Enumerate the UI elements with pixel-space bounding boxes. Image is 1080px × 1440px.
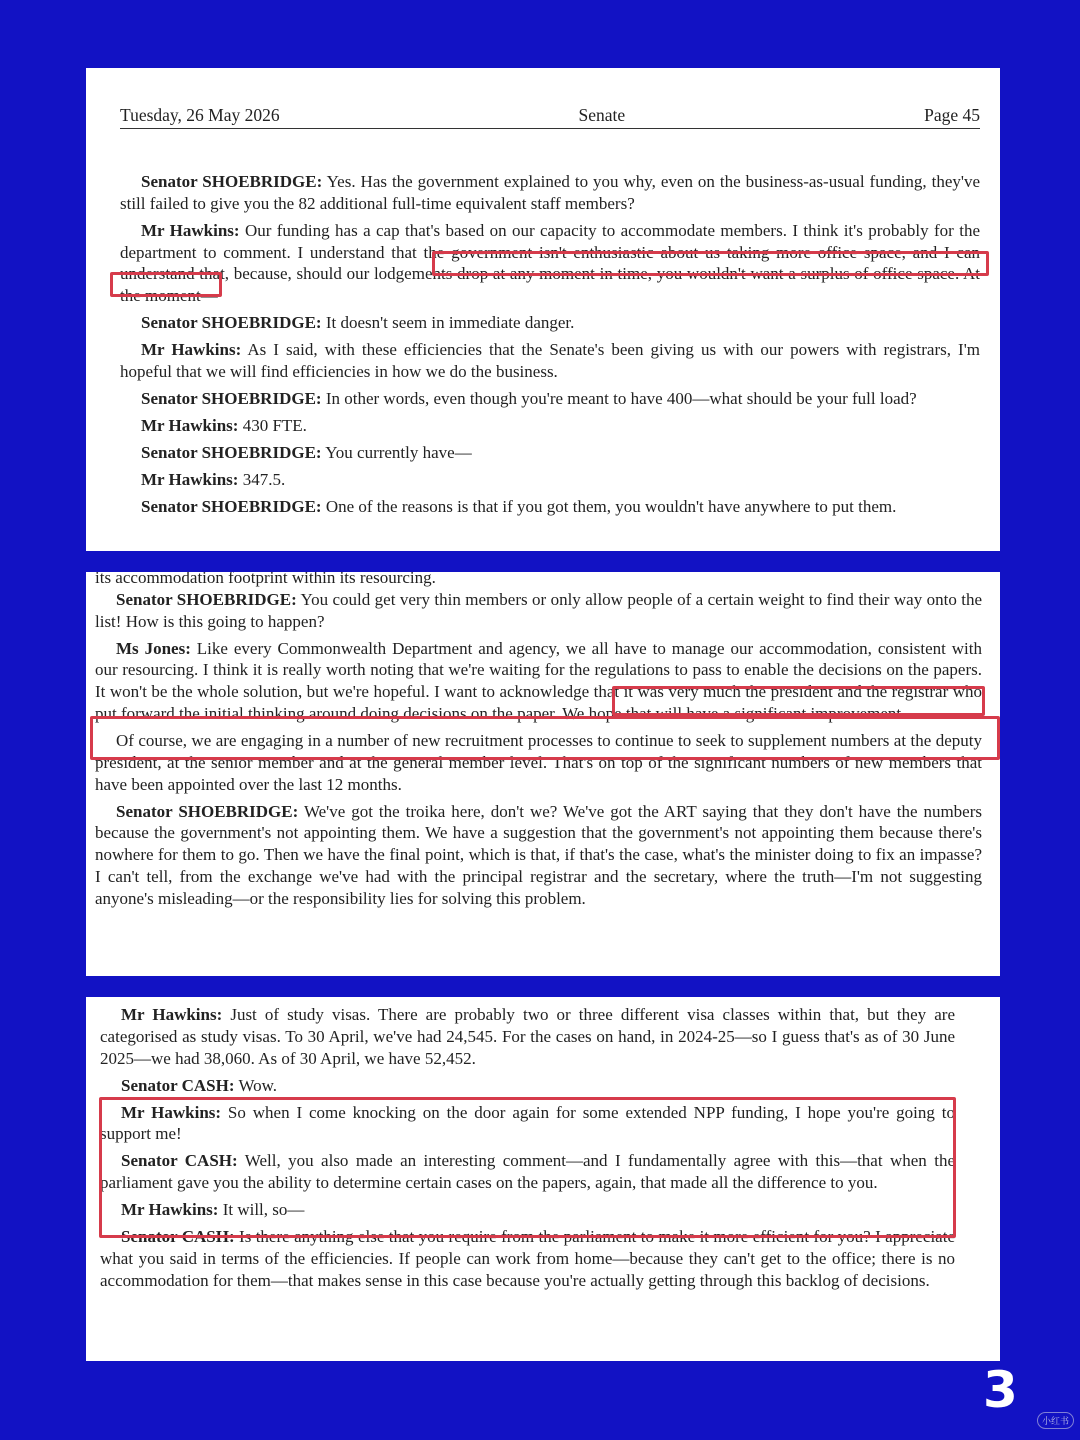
speech-text: Like every Commonwealth Department and agency, we all have to manage our accommodation, consistent with our resourcing. I think it is really worth noting that we're waiting for the regulations to pass to enable the decisions on the papers. It won't be the whole solution, but we're hopeful. I want to acknowledge that it was very much the president and the registrar who put forward the initial thinking around doing decisions on the paper. We hope that will have a significant improvement. [95, 638, 982, 723]
speaker-name: Ms Jones: [116, 638, 191, 658]
highlight-box [110, 272, 222, 297]
paragraph [100, 1004, 955, 1069]
speaker-name: Mr Hawkins: [121, 1005, 223, 1024]
transcript-panel-2 [86, 572, 1000, 976]
speaker-name: Mr Hawkins: [141, 340, 242, 360]
paragraph [95, 801, 982, 910]
header-chamber: Senate [578, 105, 626, 125]
transcript-panel-1 [86, 68, 1000, 551]
speech-text: Our funding has a cap that's based on our capacity to accommodate members. I think it's probably for the department to comment. I understand that the government isn't enthusiastic about us taking more office space, and I can understand that, because, should our lodgements drop at any moment in time, you wouldn't want a surplus of office space. At the moment— [120, 220, 980, 306]
paragraph [120, 496, 980, 518]
speaker-name: Senator SHOEBRIDGE: [141, 496, 322, 516]
page-header [120, 105, 980, 129]
paragraph [100, 1075, 955, 1097]
speaker-name: Senator SHOEBRIDGE: [141, 172, 323, 191]
speech-text: Well, you also made an interesting comment—and I fundamentally agree with this—that when the parliament gave you the ability to determine certain cases on the papers, again, that made all the difference to you. [100, 1151, 955, 1193]
speaker-name: Senator CASH: [121, 1075, 235, 1095]
highlight-box [90, 716, 1000, 760]
paragraph [120, 171, 980, 215]
highlight-box [432, 251, 989, 276]
header-page: Page 45 [924, 105, 980, 125]
speech-text: As I said, with these efficiencies that the Senate's been giving us with our powers with registrars, I'm hopeful that we will find efficiencies in how we do the business. [120, 340, 980, 381]
speaker-name: Senator SHOEBRIDGE: [141, 442, 322, 462]
speech-text: In other words, even though you're meant to have 400—what should be your full load? [321, 388, 917, 408]
speaker-name: Senator SHOEBRIDGE: [141, 388, 322, 408]
speaker-name: Senator SHOEBRIDGE: [116, 589, 297, 609]
header-date: Tuesday, 26 May 2026 [120, 105, 280, 125]
speaker-name: Mr Hawkins: [141, 220, 240, 240]
speech-text: You could get very thin members or only allow people of a certain weight to find their way onto the list! How is this going to happen? [95, 589, 982, 631]
speech-text: Of course, we are engaging in a number of new recruitment processes to continue to seek to supplement numbers at the deputy president, at the senior member and at the general member level. That's on top of the significant numbers of new members that have been appointed over the last 12 months. [95, 730, 982, 794]
highlight-box [612, 686, 985, 716]
speech-text: 430 FTE. [238, 415, 307, 435]
highlight-box [99, 1097, 956, 1238]
speech-text: So when I come knocking on the door again for some extended NPP funding, I hope you're going to support me! [100, 1102, 955, 1144]
speech-text: Is there anything else that you require from the parliament to make it more efficient for you? I appreciate what you said in terms of the efficiencies. If people can work from home—because they can't get to the office; there is no accommodation for them—that makes sense in this case because you're actually getting through this backlog of decisions. [100, 1227, 955, 1290]
speech-text: Just of study visas. There are probably two or three different visa classes within that, but they are categorised as study visas. To 30 April, we've had 24,545. For the cases on hand, in 2024-25—so I guess that's as of 30 June 2025—we had 38,060. As of 30 April, we have 52,452. [100, 1005, 955, 1068]
speech-text: One of the reasons is that if you got them, you wouldn't have anywhere to put them. [321, 496, 897, 516]
panel-1-body [120, 171, 980, 518]
speech-text: Wow. [234, 1075, 278, 1095]
speech-text: Yes. Has the government explained to you why, even on the business-as-usual funding, they've still failed to give you the 82 additional full-time equivalent staff members? [120, 172, 980, 213]
speech-text: We've got the troika here, don't we? We've got the ART saying that they don't have the numbers because the government's not appointing them. We have a suggestion that the government's not appointing them because there's nowhere for them to go. Then we have the final point, which is that, if that's the case, what's the minister doing to fix an impasse? I can't tell, from the exchange we've had with the principal registrar and the secretary, where the truth—I'm not suggesting anyone's misleading—or the responsibility lies for solving this problem. [95, 801, 982, 908]
paragraph [120, 388, 980, 410]
watermark-logo: 小红书 [1037, 1412, 1074, 1429]
paragraph [95, 589, 982, 633]
speaker-name: Senator CASH: [121, 1151, 238, 1171]
slide-number: 3 [983, 1361, 1018, 1419]
speaker-name: Senator SHOEBRIDGE: [116, 801, 299, 821]
speaker-name: Mr Hawkins: [121, 1102, 222, 1122]
paragraph [120, 415, 980, 437]
paragraph [120, 312, 980, 334]
paragraph [120, 339, 980, 383]
paragraph [120, 442, 980, 464]
speech-text: It doesn't seem in immediate danger. [321, 313, 575, 333]
speaker-name: Mr Hawkins: [141, 469, 239, 489]
speech-text: It will, so— [218, 1200, 305, 1220]
speaker-name: Senator SHOEBRIDGE: [141, 313, 322, 333]
speaker-name: Mr Hawkins: [121, 1200, 219, 1220]
speech-text: You currently have— [321, 442, 472, 462]
speaker-name: Senator CASH: [121, 1227, 235, 1247]
cut-off-line: its accommodation footprint within its resourcing. [95, 572, 436, 587]
speech-text: 347.5. [238, 469, 286, 489]
paragraph [120, 469, 980, 491]
speaker-name: Mr Hawkins: [141, 415, 239, 435]
